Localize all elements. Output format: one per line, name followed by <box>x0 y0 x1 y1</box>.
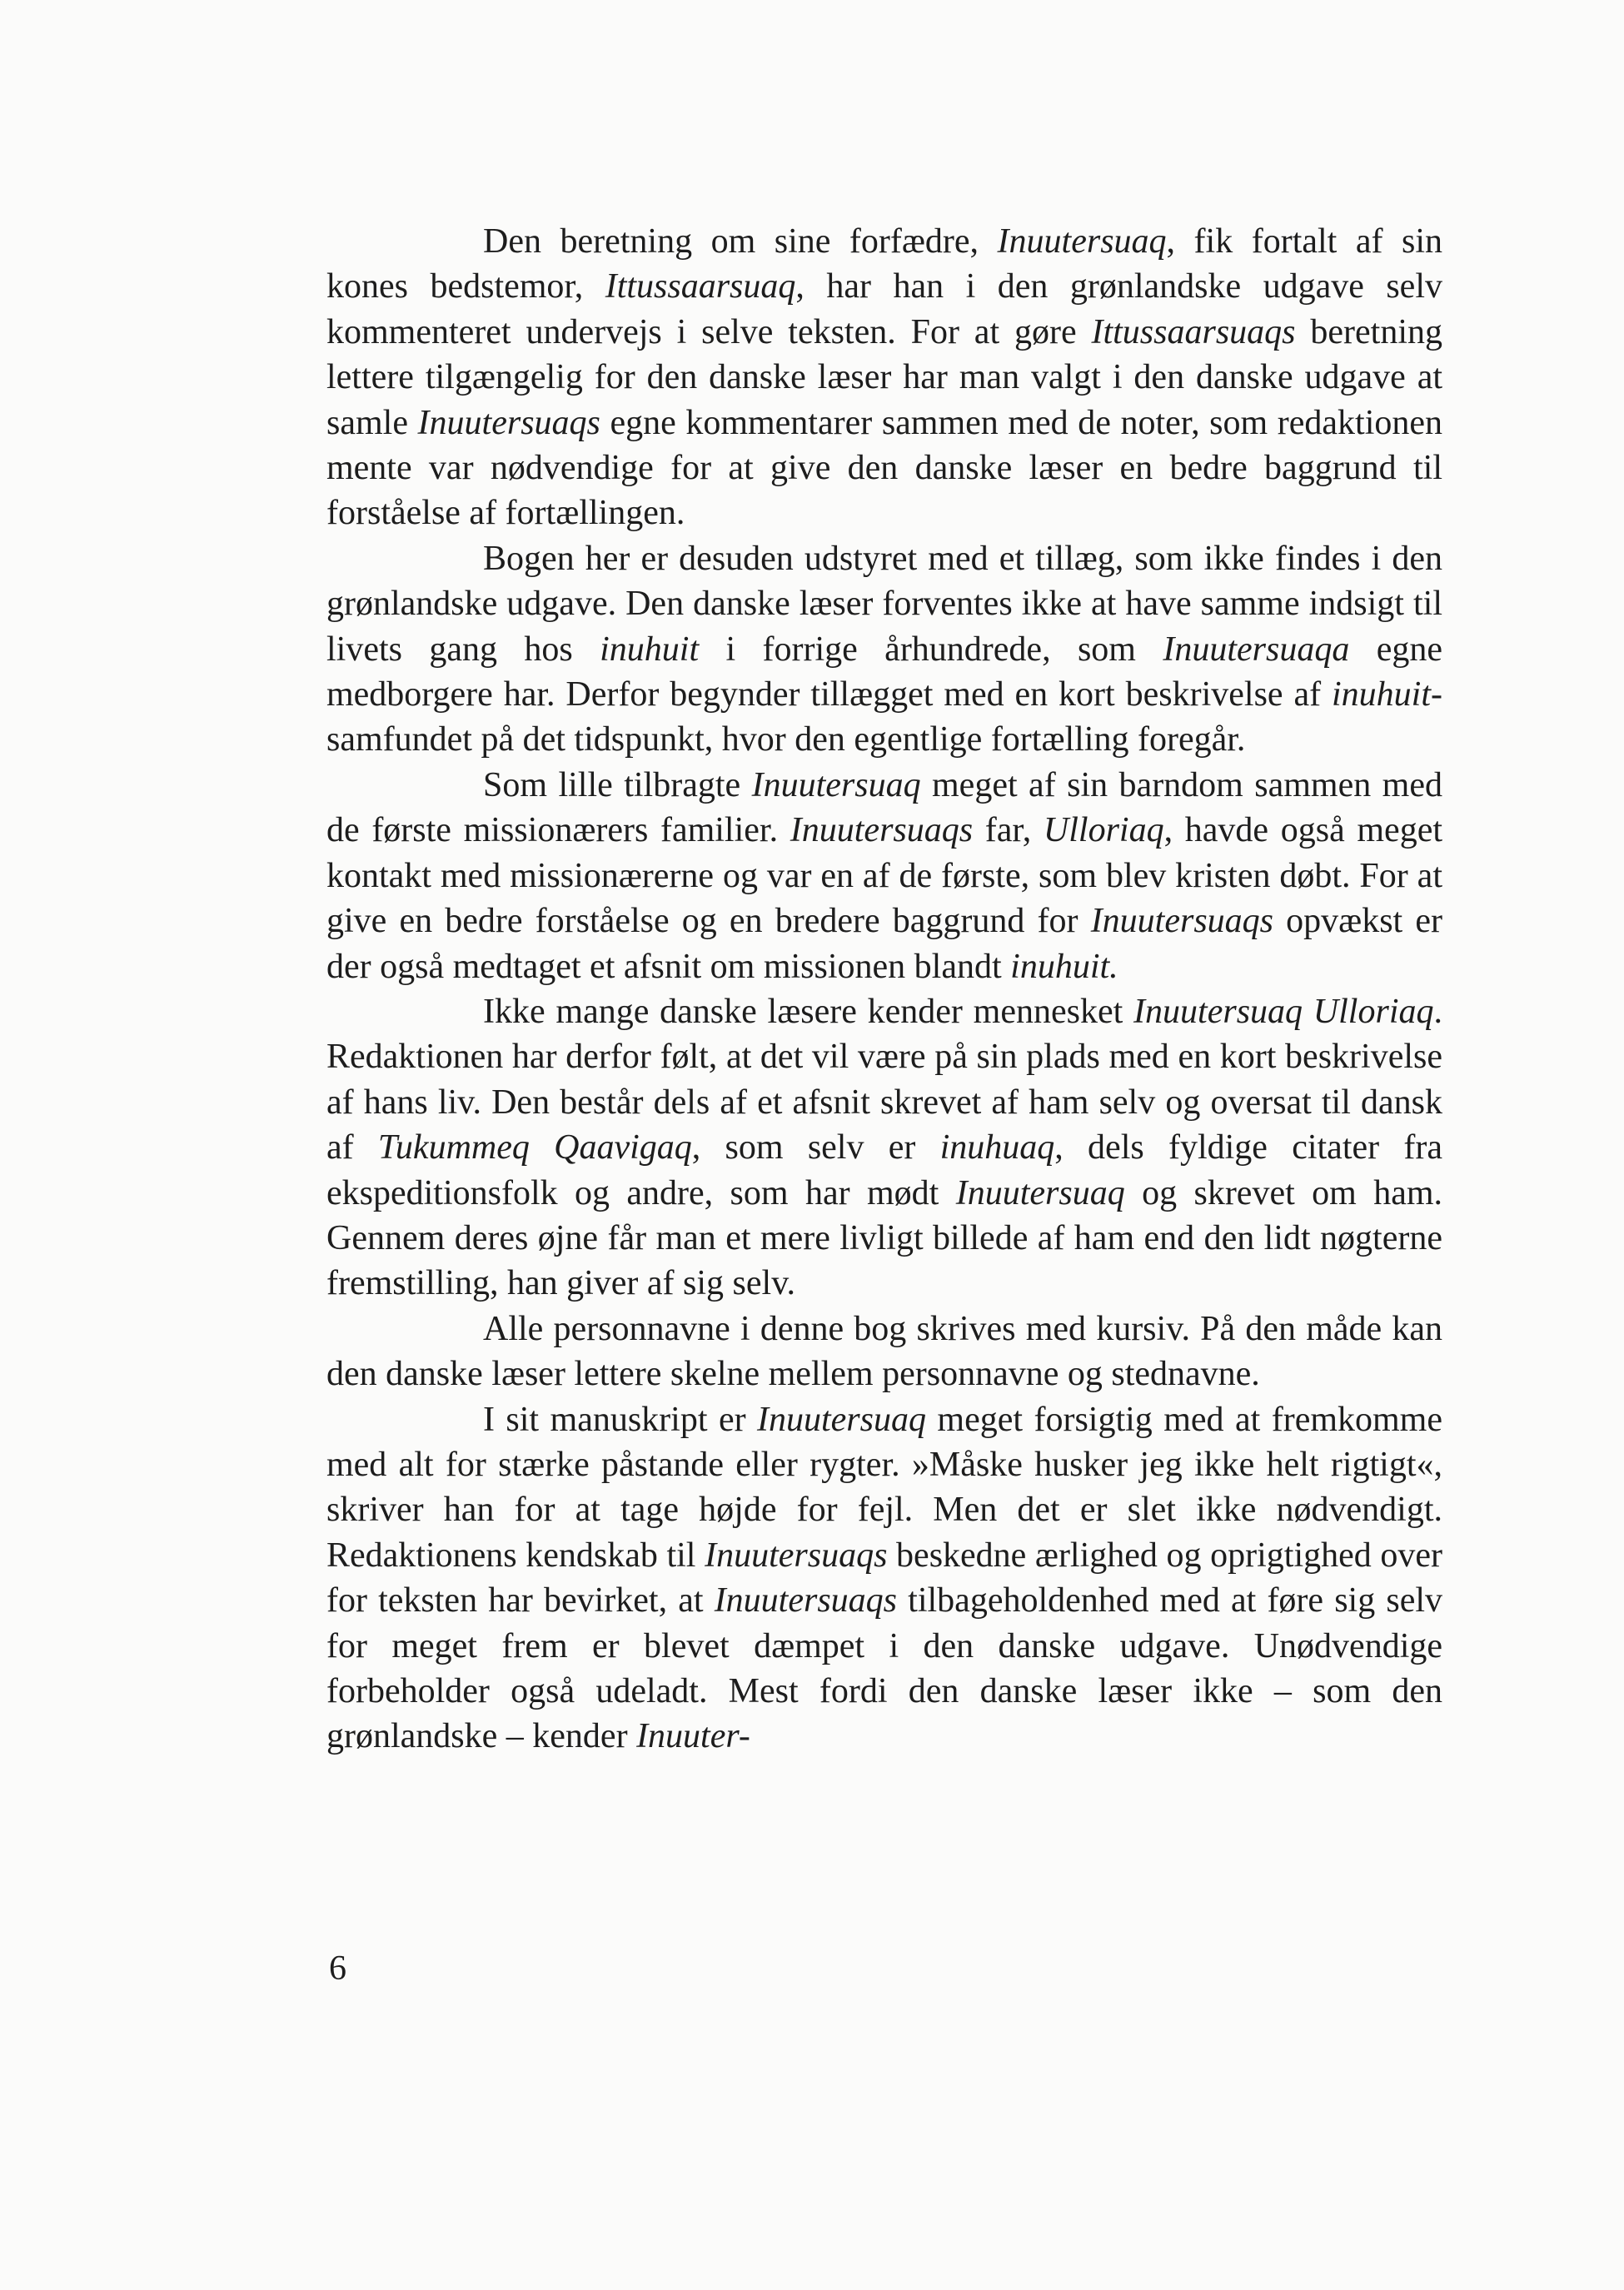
italic-name: Ittussaarsuaqs <box>1091 312 1296 351</box>
italic-name: Inuutersuaqs <box>714 1581 898 1620</box>
text-run: Som lille tilbragte <box>483 765 752 804</box>
text-run: beskedne ærlighed og oprigtighed over for teksten har bevirket, at <box>326 1536 1442 1620</box>
italic-name: Inuutersuaq <box>955 1173 1125 1212</box>
paragraph <box>326 219 1442 536</box>
paragraph <box>326 763 1442 989</box>
paragraph <box>326 1307 1442 1397</box>
italic-name: inuhuit <box>1331 675 1431 714</box>
italic-name: Inuutersuaqs <box>1090 902 1274 941</box>
text-run: Alle personnavne i denne bog skrives med kursiv. På den måde kan den danske læser lettere skelne mellem personnavne og stednavne. <box>326 1309 1442 1394</box>
italic-name: Inuutersuaq <box>997 222 1167 261</box>
paragraph <box>326 1397 1442 1760</box>
italic-name: inuhuaq <box>939 1128 1055 1167</box>
italic-name: Inuutersuaqs <box>790 811 974 850</box>
italic-name: Inuuter- <box>636 1717 750 1756</box>
text-run: far, <box>973 811 1044 850</box>
italic-name: Inuutersuaq <box>751 765 921 804</box>
italic-name: Ittussaarsuaq <box>605 267 796 306</box>
text-run: egne medborgere har. Derfor begynder tillægget med en kort beskrivelse af <box>326 630 1442 714</box>
text-run: Bogen her er desuden udstyret med et tillæg, som ikke findes i den grønlandske udgave. Den danske læser forventes ikke at have samme indsigt til livets gang hos <box>326 539 1442 669</box>
text-run: opvækst er der også medtaget et afsnit om missionen blandt <box>326 902 1442 986</box>
text-run: og skrevet om ham. Gennem deres øjne får man et mere livligt billede af ham end den lidt nøgterne fremstilling, han giver af sig selv. <box>326 1173 1443 1303</box>
text-run: , har han i den grønlandske udgave selv kommenteret undervejs i selve teksten. For at gøre <box>326 267 1442 351</box>
text-run: , fik fortalt af sin kones bedstemor, <box>326 222 1442 306</box>
text-run: , havde også meget kontakt med missionærerne og var en af de første, som blev kristen døbt. For at give en bedre forståelse og en bredere baggrund for <box>326 811 1443 941</box>
italic-name: Tukummeq Qaavigaq <box>377 1128 692 1167</box>
text-run: , dels fyldige citater fra ekspeditionsfolk og andre, som har mødt <box>326 1128 1442 1212</box>
italic-name: inuhuit <box>600 630 700 669</box>
text-run: I sit manuskript er <box>483 1400 757 1439</box>
text-run: Ikke mange danske læsere kender mennesket <box>483 992 1134 1031</box>
text-run: , som selv er <box>691 1128 940 1167</box>
text-run: meget forsigtig med at fremkomme med alt for stærke påstande eller rygter. »Måske husker jeg ikke helt rigtigt«, skriver han for at tage højde for fejl. Men det er slet ikke nødvendigt. Redaktionens kendskab til <box>326 1400 1442 1575</box>
italic-name: Inuutersuaqs <box>705 1536 888 1575</box>
paragraph <box>326 536 1442 763</box>
text-run: beretning lettere tilgængelig for den danske læser har man valgt i den danske udgave at samle <box>326 312 1442 442</box>
text-run: meget af sin barndom sammen med de første missionærers familier. <box>326 765 1442 850</box>
italic-name: Inuutersuaqs <box>417 403 600 442</box>
text-run: tilbageholdenhed med at føre sig selv for meget frem er blevet dæmpet i den danske udgave. Unødvendige forbeholder også udeladt. Mest fordi den danske læser ikke – som den grønlandske – kender <box>326 1581 1443 1756</box>
text-run: Den beretning om sine forfædre, <box>483 222 998 261</box>
italic-name: Ulloriaq <box>1043 811 1164 850</box>
italic-name: Inuutersuaq Ulloriaq <box>1133 992 1434 1031</box>
body-text <box>326 219 1442 1760</box>
text-run: . Redaktionen har derfor følt, at det vil være på sin plads med en kort beskrivelse af hans liv. Den består dels af et afsnit skrevet af ham selv og oversat til dansk af <box>326 992 1442 1167</box>
paragraph <box>326 989 1442 1307</box>
text-run: i forrige århundrede, som <box>699 630 1163 669</box>
text-run: egne kommentarer sammen med de noter, som redaktionen mente var nødvendige for at give den danske læser en bedre baggrund til forståelse af fortællingen. <box>326 403 1442 533</box>
italic-name: Inuutersuaq <box>757 1400 926 1439</box>
text-run: -samfundet på det tidspunkt, hvor den egentlige fortælling foregår. <box>326 675 1442 759</box>
italic-name: Inuutersuaqa <box>1163 630 1350 669</box>
page-number: 6 <box>329 1949 346 1988</box>
italic-name: inuhuit. <box>1010 947 1118 986</box>
